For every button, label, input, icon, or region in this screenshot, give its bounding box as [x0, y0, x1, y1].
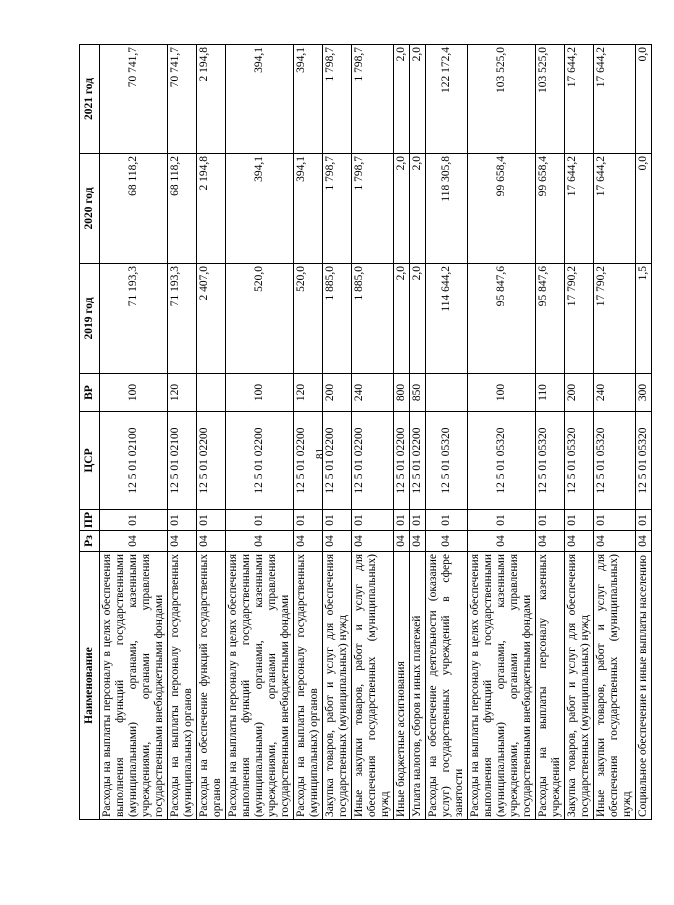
cell-rz: 04: [636, 531, 652, 552]
cell-vr: [197, 374, 226, 412]
table-row: [394, 45, 410, 820]
cell-pr: 01: [594, 510, 636, 531]
page-number-text: 81: [313, 448, 326, 459]
cell-csr: 12 5 01 05320: [426, 412, 468, 510]
cell-rz: 04: [565, 531, 594, 552]
cell-2019: 1,5: [636, 264, 652, 374]
table-row: [100, 45, 168, 820]
cell-2020: 1 798,7: [323, 154, 352, 264]
cell-vr: 240: [352, 374, 394, 412]
cell-2019: 17 790,2: [594, 264, 636, 374]
cell-rz: 04: [100, 531, 168, 552]
table-row: [410, 45, 426, 820]
cell-2020: 118 305,8: [426, 154, 468, 264]
cell-2021: 0,0: [636, 45, 652, 154]
cell-name: Расходы на выплаты персоналу государственных (муниципальных) органов: [168, 552, 197, 820]
cell-2020: 2 194,8: [197, 154, 226, 264]
cell-name: Иные бюджетные ассигнования: [394, 552, 410, 820]
cell-2021: 394,1: [226, 45, 294, 154]
cell-pr: 01: [565, 510, 594, 531]
cell-2019: 2 407,0: [197, 264, 226, 374]
cell-2020: 0,0: [636, 154, 652, 264]
cell-csr: 12 5 01 02100: [100, 412, 168, 510]
cell-name: Расходы на обеспечение функций государственных органов: [197, 552, 226, 820]
cell-2020: 2,0: [410, 154, 426, 264]
cell-2021: 70 741,7: [168, 45, 197, 154]
cell-vr: 200: [565, 374, 594, 412]
cell-vr: 800: [394, 374, 410, 412]
cell-name: Расходы на выплаты персоналу казенных учреждений: [536, 552, 565, 820]
cell-rz: 04: [536, 531, 565, 552]
cell-name: Расходы на выплаты персоналу в целях обеспечения выполнения функций государственными (муниципальными) органами, казенными учреждениями, органами управления государственными внебюджетными фондами: [100, 552, 168, 820]
table-row: [536, 45, 565, 820]
cell-pr: 01: [323, 510, 352, 531]
cell-2021: 17 644,2: [565, 45, 594, 154]
cell-rz: 04: [394, 531, 410, 552]
cell-2021: 2,0: [410, 45, 426, 154]
cell-vr: 850: [410, 374, 426, 412]
table-row: [565, 45, 594, 820]
cell-vr: 300: [636, 374, 652, 412]
header-2020: 2020 год: [80, 154, 100, 264]
table-body: [100, 45, 652, 820]
cell-vr: 100: [226, 374, 294, 412]
cell-rz: 04: [352, 531, 394, 552]
header-2021: 2021 год: [80, 45, 100, 154]
header-2019: 2019 год: [80, 264, 100, 374]
cell-csr: 12 5 01 05320: [565, 412, 594, 510]
cell-pr: 01: [294, 510, 323, 531]
table-row: [226, 45, 294, 820]
cell-2021: 103 525,0: [536, 45, 565, 154]
cell-2019: 95 847,6: [536, 264, 565, 374]
cell-vr: 100: [100, 374, 168, 412]
cell-csr: 12 5 01 05320: [636, 412, 652, 510]
table-row: [197, 45, 226, 820]
table-row: [636, 45, 652, 820]
cell-vr: 110: [536, 374, 565, 412]
table-row: [426, 45, 468, 820]
cell-name: Уплата налогов, сборов и иных платежей: [410, 552, 426, 820]
cell-csr: 12 5 01 05320: [594, 412, 636, 510]
table-row: [352, 45, 394, 820]
cell-2019: 95 847,6: [468, 264, 536, 374]
cell-2019: 71 193,3: [100, 264, 168, 374]
cell-csr: 12 5 01 05320: [536, 412, 565, 510]
budget-table: [79, 44, 652, 820]
cell-2021: 1 798,7: [352, 45, 394, 154]
cell-vr: [426, 374, 468, 412]
cell-name: Расходы на обеспечение деятельности (оказание услуг) государственных учреждений в сфере занятости: [426, 552, 468, 820]
cell-2021: 1 798,7: [323, 45, 352, 154]
header-pr: ПР: [80, 510, 100, 531]
cell-2019: 1 885,0: [352, 264, 394, 374]
cell-2020: 68 118,2: [168, 154, 197, 264]
table-header-row: [80, 45, 100, 820]
table-row: [294, 45, 323, 820]
cell-2021: 103 525,0: [468, 45, 536, 154]
cell-csr: 12 5 01 02200: [226, 412, 294, 510]
header-csr: ЦСР: [80, 412, 100, 510]
cell-pr: 01: [468, 510, 536, 531]
cell-rz: 04: [168, 531, 197, 552]
cell-2020: 17 644,2: [594, 154, 636, 264]
cell-pr: 01: [426, 510, 468, 531]
cell-name: Расходы на выплаты персоналу государственных (муниципальных) органов: [294, 552, 323, 820]
cell-pr: 01: [536, 510, 565, 531]
cell-name: Расходы на выплаты персоналу в целях обеспечения выполнения функций государственными (муниципальными) органами, казенными учреждениями, органами управления государственными внебюджетными фондами: [468, 552, 536, 820]
cell-2020: 99 658,4: [536, 154, 565, 264]
cell-2019: 2,0: [394, 264, 410, 374]
table-row: [594, 45, 636, 820]
cell-2020: 1 798,7: [352, 154, 394, 264]
cell-rz: 04: [197, 531, 226, 552]
cell-rz: 04: [226, 531, 294, 552]
cell-pr: 01: [410, 510, 426, 531]
cell-name: Расходы на выплаты персоналу в целях обеспечения выполнения функций государственными (муниципальными) органами, казенными учреждениями, органами управления государственными внебюджетными фондами: [226, 552, 294, 820]
cell-2021: 394,1: [294, 45, 323, 154]
cell-rz: 04: [594, 531, 636, 552]
cell-rz: 04: [323, 531, 352, 552]
cell-2021: 17 644,2: [594, 45, 636, 154]
cell-csr: 12 5 01 02200: [410, 412, 426, 510]
cell-csr: 12 5 01 02200: [197, 412, 226, 510]
cell-vr: 120: [294, 374, 323, 412]
cell-pr: 01: [197, 510, 226, 531]
cell-2020: 2,0: [394, 154, 410, 264]
table-row: [468, 45, 536, 820]
cell-pr: 01: [636, 510, 652, 531]
cell-pr: 01: [100, 510, 168, 531]
cell-csr: 12 5 01 02200: [294, 412, 323, 510]
cell-csr: 12 5 01 02200: [394, 412, 410, 510]
cell-pr: 01: [352, 510, 394, 531]
cell-2020: 394,1: [294, 154, 323, 264]
cell-vr: 240: [594, 374, 636, 412]
cell-2020: 68 118,2: [100, 154, 168, 264]
cell-name: Закупка товаров, работ и услуг для обеспечения государственных (муниципальных) нужд: [565, 552, 594, 820]
cell-2019: 114 644,2: [426, 264, 468, 374]
cell-name: Иные закупки товаров, работ и услуг для обеспечения государственных (муниципальных) нужд: [594, 552, 636, 820]
cell-rz: 04: [426, 531, 468, 552]
cell-name: Закупка товаров, работ и услуг для обеспечения государственных (муниципальных) нужд: [323, 552, 352, 820]
table-row: [168, 45, 197, 820]
cell-2019: 2,0: [410, 264, 426, 374]
cell-2019: 17 790,2: [565, 264, 594, 374]
table-row: [323, 45, 352, 820]
cell-name: Иные закупки товаров, работ и услуг для обеспечения государственных (муниципальных) нужд: [352, 552, 394, 820]
cell-2020: 394,1: [226, 154, 294, 264]
cell-pr: 01: [394, 510, 410, 531]
cell-csr: 12 5 01 02100: [168, 412, 197, 510]
cell-2021: 122 172,4: [426, 45, 468, 154]
cell-2019: 71 193,3: [168, 264, 197, 374]
header-vr: ВР: [80, 374, 100, 412]
cell-rz: 04: [410, 531, 426, 552]
cell-csr: 12 5 01 02200: [323, 412, 352, 510]
cell-csr: 12 5 01 02200: [352, 412, 394, 510]
cell-2019: 1 885,0: [323, 264, 352, 374]
cell-vr: 100: [468, 374, 536, 412]
cell-rz: 04: [468, 531, 536, 552]
cell-2019: 520,0: [294, 264, 323, 374]
rotated-table-container: [79, 45, 674, 820]
cell-2020: 99 658,4: [468, 154, 536, 264]
cell-vr: 120: [168, 374, 197, 412]
cell-pr: 01: [226, 510, 294, 531]
cell-csr: 12 5 01 05320: [468, 412, 536, 510]
cell-2020: 17 644,2: [565, 154, 594, 264]
cell-vr: 200: [323, 374, 352, 412]
cell-2021: 2 194,8: [197, 45, 226, 154]
header-name: Наименование: [80, 552, 100, 820]
cell-pr: 01: [168, 510, 197, 531]
cell-rz: 04: [294, 531, 323, 552]
cell-2021: 70 741,7: [100, 45, 168, 154]
cell-2021: 2,0: [394, 45, 410, 154]
cell-name: Социальное обеспечение и иные выплаты населению: [636, 552, 652, 820]
cell-2019: 520,0: [226, 264, 294, 374]
header-rz: Рз: [80, 531, 100, 552]
